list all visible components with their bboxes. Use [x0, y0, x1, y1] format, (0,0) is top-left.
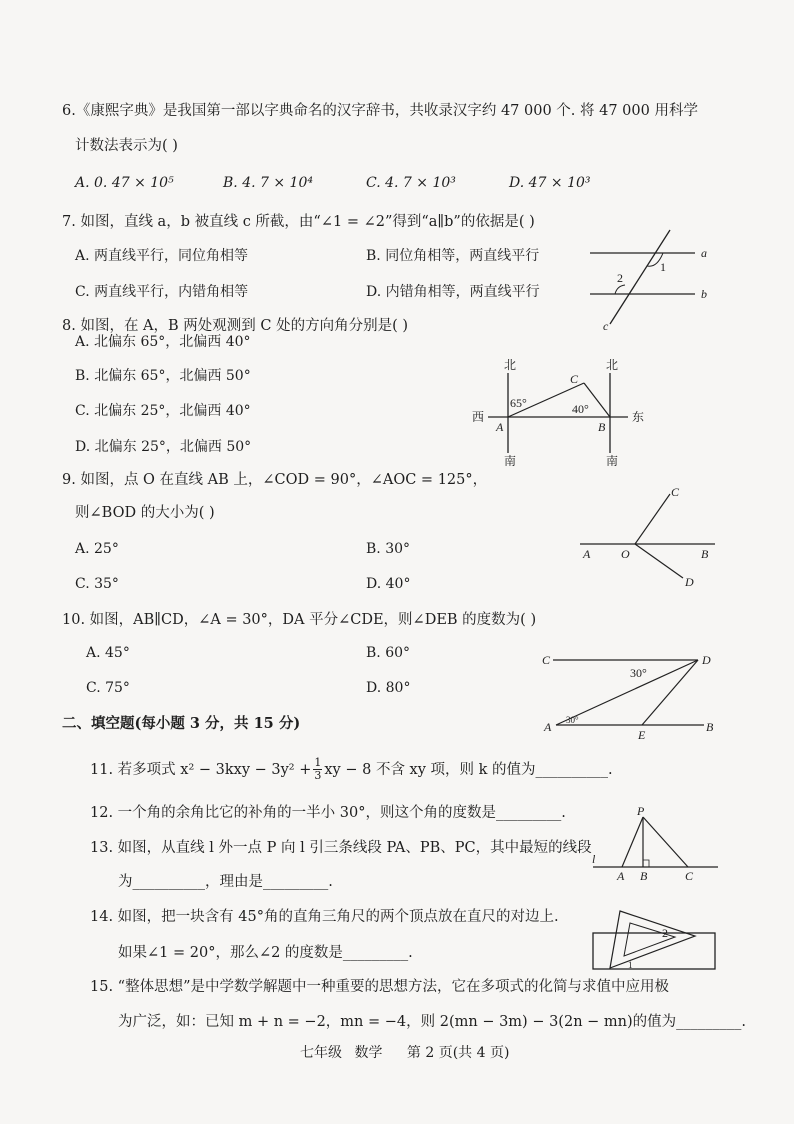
q13-figure [588, 805, 723, 885]
q8-label-c: C [570, 372, 579, 386]
q8-south-b: 南 [606, 454, 619, 468]
q10-option-a: A. 45° [86, 645, 130, 661]
q7-option-b: B. 同位角相等，两直线平行 [366, 248, 540, 264]
footer-grade: 七年级 [300, 1045, 342, 1061]
q7-label-b: b [701, 287, 707, 301]
q8-figure [466, 355, 656, 470]
q11 [90, 757, 613, 782]
q13-label-a: A [617, 869, 625, 883]
q7-label-a: a [701, 246, 707, 260]
q8-stem: 8. 如图，在 A，B 两处观测到 C 处的方向角分别是( ) [62, 318, 409, 334]
q9-ray-oc [635, 494, 670, 544]
q13-right-angle [643, 860, 649, 867]
q8-north-a: 北 [504, 358, 517, 372]
q9-option-a: A. 25° [75, 541, 119, 557]
q10-label-e: E [638, 728, 646, 740]
q11-post: xy − 8 不含 xy 项，则 k 的值为__________. [324, 761, 613, 778]
q9-option-d: D. 40° [366, 576, 411, 592]
q12: 12. 一个角的余角比它的补角的一半小 30°，则这个角的度数是_________. [90, 805, 566, 821]
footer-page: 第 2 页(共 4 页) [406, 1045, 510, 1061]
q15-line2: 为广泛，如：已知 m + n = −2，mn = −4，则 2(mn − 3m) − 3(2n − mn)的值为_________. [118, 1014, 747, 1030]
q8-angle-40: 40° [572, 402, 589, 416]
q6-option-d: D. 47 × 10³ [509, 175, 591, 191]
q8-option-a: A. 北偏东 65°，北偏西 40° [75, 334, 251, 350]
q13-seg-pc [643, 817, 688, 867]
q6-stem-line1: 6.《康熙字典》是我国第一部以字典命名的汉字辞书，共收录汉字约 47 000 个. 将 47 000 用科学 [62, 103, 698, 119]
q8-label-b: B [598, 420, 606, 434]
footer [300, 1042, 509, 1062]
q10-angle-d: 30° [630, 666, 647, 680]
q6-option-b: B. 4. 7 × 10⁴ [223, 175, 313, 191]
q11-fraction [313, 757, 322, 782]
q10-label-b: B [706, 720, 714, 734]
q8-option-b: B. 北偏东 65°，北偏西 50° [75, 368, 251, 384]
q10-option-b: B. 60° [366, 645, 411, 661]
q8-south-a: 南 [504, 454, 517, 468]
q8-option-c: C. 北偏东 25°，北偏西 40° [75, 403, 251, 419]
q11-frac-den: 3 [314, 769, 322, 782]
q13-line2: 为__________，理由是_________. [118, 874, 333, 890]
q10-label-d: D [702, 653, 711, 667]
q10-stem: 10. 如图，AB∥CD，∠A = 30°，DA 平分∠CDE，则∠DEB 的度数为( ) [62, 612, 537, 628]
q6-option-a: A. 0. 47 × 10⁵ [75, 175, 174, 191]
q9-option-b: B. 30° [366, 541, 411, 557]
q13-label-b: B [640, 869, 648, 883]
q8-north-b: 北 [606, 358, 619, 372]
q13-line1: 13. 如图，从直线 l 外一点 P 向 l 引三条线段 PA、PB、PC，其中最短的线段 [90, 840, 592, 856]
q13-label-p: P [637, 805, 645, 818]
q9-label-d: D [685, 575, 694, 589]
q9-label-b: B [701, 547, 709, 561]
q7-option-a: A. 两直线平行，同位角相等 [75, 248, 249, 264]
q9-label-a: A [583, 547, 591, 561]
q11-pre: 11. 若多项式 x² − 3kxy − 3y² + [90, 761, 312, 778]
q9-stem-line1: 9. 如图，点 O 在直线 AB 上，∠COD = 90°，∠AOC = 125°， [62, 472, 488, 488]
q9-figure [575, 482, 720, 592]
section-fill-in-title: 二、填空题(每小题 3 分，共 15 分) [62, 715, 301, 732]
q14-triangle-outer [610, 911, 695, 968]
q10-option-d: D. 80° [366, 680, 411, 696]
q7-angle2-arc [615, 285, 625, 294]
q8-west: 西 [472, 410, 485, 424]
q9-ray-od [635, 544, 683, 578]
q9-stem-line2: 则∠BOD 的大小为( ) [75, 505, 215, 521]
q10-figure [538, 645, 723, 740]
q6-option-c: C. 4. 7 × 10³ [366, 175, 456, 191]
q7-label-1: 1 [660, 260, 666, 274]
q7-stem: 7. 如图，直线 a，b 被直线 c 所截，由“∠1 = ∠2”得到“a∥b”的依据是( ) [62, 214, 535, 230]
q8-label-a: A [496, 420, 504, 434]
q14-label-2: 2 [662, 926, 668, 940]
q9-option-c: C. 35° [75, 576, 119, 592]
q7-label-c: c [603, 319, 609, 333]
q10-label-c: C [542, 653, 551, 667]
q14-figure [590, 908, 720, 973]
q13-label-c: C [685, 869, 694, 883]
q14-label-1: 1 [628, 960, 633, 970]
q13-label-l: l [592, 852, 596, 866]
q7-option-c: C. 两直线平行，内错角相等 [75, 284, 249, 300]
q9-label-c: C [671, 485, 680, 499]
q14-line1: 14. 如图，把一块含有 45°角的直角三角尺的两个顶点放在直尺的对边上. [90, 909, 559, 925]
footer-subject: 数学 [354, 1045, 383, 1061]
q13-seg-pa [622, 817, 643, 867]
q7-option-d: D. 内错角相等，两直线平行 [366, 284, 540, 300]
q9-label-o: O [621, 547, 630, 561]
q6-stem-line2: 计数法表示为( ) [75, 138, 178, 154]
q14-line2: 如果∠1 = 20°，那么∠2 的度数是_________. [118, 945, 413, 961]
q7-label-2: 2 [617, 271, 623, 285]
q10-label-a: A [544, 720, 552, 734]
q11-frac-num: 1 [314, 756, 322, 769]
q10-angle-a: 30° [566, 715, 579, 725]
q15-line1: 15. “整体思想”是中学数学解题中一种重要的思想方法，它在多项式的化简与求值中应用极 [90, 979, 669, 995]
q7-figure [585, 228, 715, 333]
q8-option-d: D. 北偏东 25°，北偏西 50° [75, 439, 252, 455]
q8-angle-65: 65° [510, 396, 527, 410]
q10-option-c: C. 75° [86, 680, 130, 696]
q8-east: 东 [632, 410, 645, 424]
q10-line-de [642, 660, 698, 725]
